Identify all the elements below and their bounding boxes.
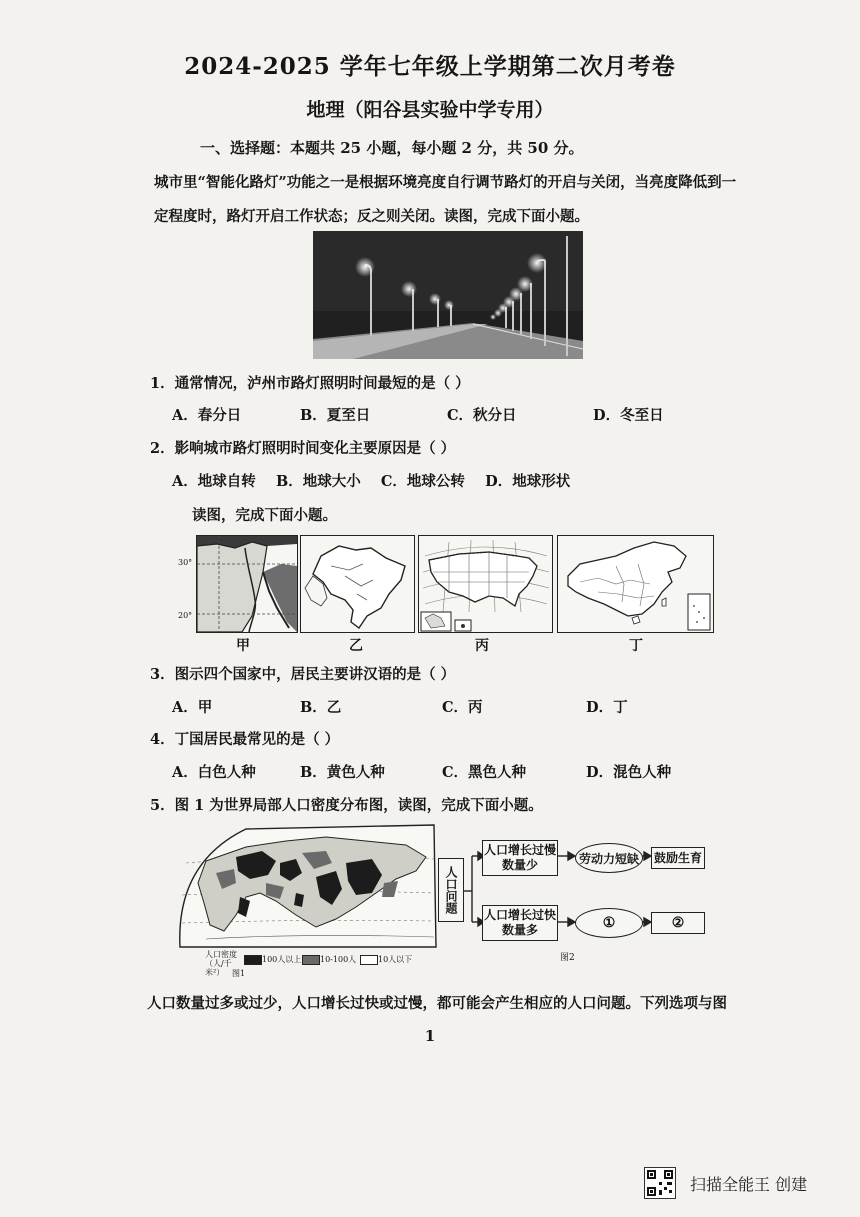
- q1-option-a: A．春分日: [172, 407, 242, 424]
- flow-box-blank-2-label: ②: [671, 914, 685, 931]
- flow-box-encourage-birth: [651, 847, 705, 869]
- flow-box-slow-growth: [482, 840, 558, 876]
- question-5: 5．图 1 为世界局部人口密度分布图，读图，完成下面小题。: [150, 797, 543, 814]
- figure-2-caption: 图2: [560, 953, 575, 963]
- q3-option-a: A．甲: [172, 699, 213, 716]
- intro-line-1: 城市里“智能化路灯”功能之一是根据环境亮度自行调节路灯的开启与关闭，当亮度降低到一: [154, 174, 737, 191]
- map-bing-usa: [418, 535, 553, 633]
- flow-oval-blank-1: [575, 908, 643, 938]
- legend-mid: 10-100人: [320, 955, 357, 964]
- map-label-ding: 丁: [629, 638, 643, 654]
- intro-line-2: 定程度时，路灯开启工作状态；反之则关闭。读图，完成下面小题。: [154, 208, 589, 225]
- question-2: 2．影响城市路灯照明时间变化主要原因是（ ）: [150, 440, 456, 457]
- flow-root-label: 人口问题: [444, 866, 458, 914]
- qr-code-icon: [644, 1167, 676, 1199]
- figure-1-caption: 图1: [232, 969, 246, 978]
- q4-option-c: C．黑色人种: [442, 764, 527, 781]
- q1-option-b: B．夏至日: [300, 407, 371, 424]
- flow-box-slow-growth-label: 人口增长过慢数量少: [483, 843, 556, 872]
- map-label-jia: 甲: [236, 638, 250, 654]
- flow-box-fast-growth-label: 人口增长过快数量多: [483, 908, 556, 937]
- section-heading: 一、选择题：本题共 25 小题，每小题 2 分，共 50 分。: [200, 139, 584, 157]
- legend-swatch-low: [360, 955, 378, 965]
- flow-box-blank-2: [651, 912, 705, 934]
- q4-option-b: B．黄色人种: [300, 764, 385, 781]
- q4-option-a: A．白色人种: [172, 764, 256, 781]
- exam-subtitle: 地理（阳谷县实验中学专用）: [306, 99, 554, 121]
- map-label-bing: 丙: [475, 638, 489, 654]
- flow-box-encourage-birth-label: 鼓励生育: [653, 850, 702, 865]
- legend-high: 100人以上: [262, 955, 302, 964]
- question-1: 1．通常情况，泸州市路灯照明时间最短的是（ ）: [150, 375, 470, 392]
- population-density-map: [176, 823, 438, 951]
- q3-option-b: B．乙: [300, 699, 342, 716]
- closing-paragraph: 人口数量过多或过少，人口增长过快或过慢，都可能会产生相应的人口问题。下列选项与图: [147, 995, 727, 1012]
- map-label-yi: 乙: [349, 638, 363, 654]
- read-map-instruction: 读图，完成下面小题。: [192, 507, 337, 524]
- lat-mark-20: 20°: [178, 611, 193, 620]
- question-4: 4．丁国居民最常见的是（ ）: [150, 731, 340, 748]
- flow-oval-labor-shortage-label: 劳动力短缺: [578, 851, 639, 866]
- page-number: 1: [424, 1027, 436, 1045]
- lat-mark-30: 30°: [178, 558, 193, 567]
- flow-oval-labor-shortage: [575, 843, 643, 873]
- scanner-watermark: 扫描全能王 创建: [690, 1175, 808, 1194]
- flow-root-population-problem: [438, 858, 464, 922]
- map-ding-china: [557, 535, 714, 633]
- q1-option-d: D．冬至日: [593, 407, 664, 424]
- street-light-photo: [313, 231, 583, 359]
- map-jia-egypt: [196, 535, 298, 633]
- map-yi-brazil: [300, 535, 415, 633]
- legend-swatch-mid: [302, 955, 320, 965]
- flow-box-fast-growth: [482, 905, 558, 941]
- exam-title: 2024-2025 学年七年级上学期第二次月考卷: [184, 53, 676, 80]
- legend-swatch-high: [244, 955, 262, 965]
- question-3: 3．图示四个国家中，居民主要讲汉语的是（ ）: [150, 666, 456, 683]
- q3-option-d: D．丁: [586, 699, 628, 716]
- q4-option-d: D．混色人种: [586, 764, 672, 781]
- q3-option-c: C．丙: [442, 699, 483, 716]
- legend-title: 人口密度（人/千米²）: [205, 950, 237, 977]
- legend-low: 10人以下: [378, 955, 413, 964]
- q1-option-c: C．秋分日: [447, 407, 517, 424]
- q2-options: A．地球自转 B．地球大小 C．地球公转 D．地球形状: [172, 473, 571, 490]
- flow-oval-blank-1-label: ①: [602, 915, 616, 931]
